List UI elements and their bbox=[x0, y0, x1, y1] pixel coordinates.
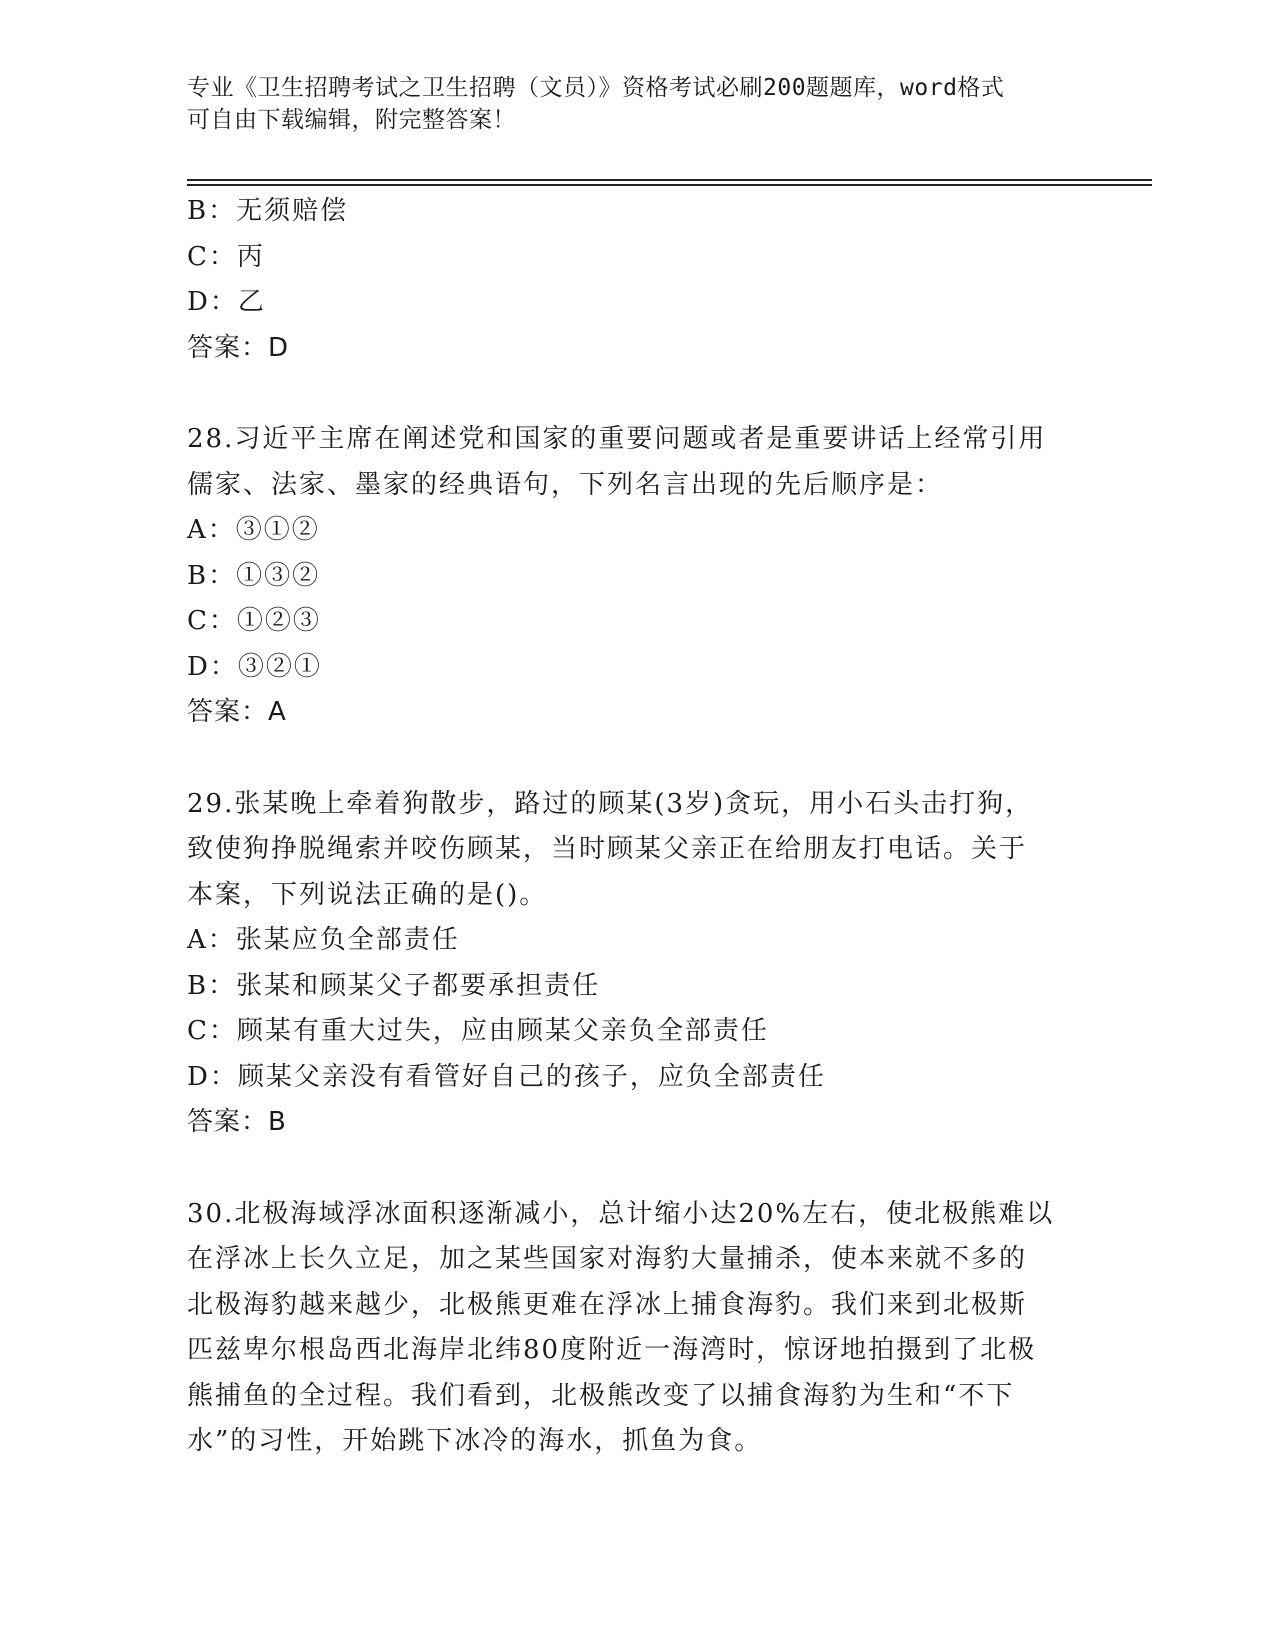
answer-line: 答案：D bbox=[187, 332, 290, 363]
question-29 bbox=[187, 782, 1077, 1146]
question-28 bbox=[187, 417, 1077, 736]
question-27-tail bbox=[187, 189, 1077, 371]
option-b: B：①③② bbox=[187, 560, 321, 591]
question-stem-line: 北极海豹越来越少，北极熊更难在浮冰上捕食海豹。我们来到北极斯 bbox=[187, 1289, 1028, 1320]
option-a: A：张某应负全部责任 bbox=[187, 925, 460, 955]
answer-line: 答案：A bbox=[187, 697, 287, 727]
option-c: C：丙 bbox=[187, 241, 265, 272]
option-b: B：无须赔偿 bbox=[187, 196, 349, 226]
question-stem-line: 30.北极海域浮冰面积逐渐减小，总计缩小达20%左右，使北极熊难以 bbox=[187, 1198, 1055, 1229]
question-content bbox=[187, 189, 1077, 1465]
question-stem-line: 熊捕鱼的全过程。我们看到，北极熊改变了以捕食海豹为生和“不下 bbox=[187, 1380, 1015, 1411]
option-c: C：顾某有重大过失，应由顾某父亲负全部责任 bbox=[187, 1016, 769, 1046]
question-stem-line: 儒家、法家、墨家的经典语句，下列名言出现的先后顺序是： bbox=[187, 469, 944, 500]
question-stem-line: 水”的习性，开始跳下冰冷的海水，抓鱼为食。 bbox=[187, 1426, 763, 1456]
question-stem-line: 本案，下列说法正确的是()。 bbox=[187, 879, 548, 910]
question-stem-line: 在浮冰上长久立足，加之某些国家对海豹大量捕杀，使本来就不多的 bbox=[187, 1244, 1028, 1274]
question-30 bbox=[187, 1192, 1077, 1465]
question-stem-line: 致使狗挣脱绳索并咬伤顾某，当时顾某父亲正在给朋友打电话。关于 bbox=[187, 834, 1028, 864]
page-header bbox=[187, 72, 1067, 136]
option-d: D：顾某父亲没有看管好自己的孩子，应负全部责任 bbox=[187, 1061, 826, 1092]
question-stem-line: 匹兹卑尔根岛西北海岸北纬80度附近一海湾时，惊讶地拍摄到了北极 bbox=[187, 1335, 1037, 1365]
option-d: D：乙 bbox=[187, 287, 266, 317]
option-a: A：③①② bbox=[187, 515, 320, 545]
option-d: D：③②① bbox=[187, 651, 322, 682]
spacer bbox=[187, 371, 1077, 417]
question-stem-line: 28.习近平主席在阐述党和国家的重要问题或者是重要讲话上经常引用 bbox=[187, 424, 1047, 454]
header-line-2: 可自由下载编辑，附完整答案！ bbox=[187, 107, 516, 133]
header-divider-bottom bbox=[187, 184, 1152, 186]
header-line-1: 专业《卫生招聘考试之卫生招聘（文员）》资格考试必刷200题题库，word格式 bbox=[187, 75, 1005, 101]
spacer bbox=[187, 736, 1077, 782]
header-divider-top bbox=[187, 179, 1152, 181]
option-b: B：张某和顾某父子都要承担责任 bbox=[187, 970, 601, 1001]
answer-line: 答案：B bbox=[187, 1107, 287, 1137]
spacer bbox=[187, 1146, 1077, 1192]
question-stem-line: 29.张某晚上牵着狗散步，路过的顾某(3岁)贪玩，用小石头击打狗， bbox=[187, 788, 1034, 819]
option-c: C：①②③ bbox=[187, 606, 321, 636]
